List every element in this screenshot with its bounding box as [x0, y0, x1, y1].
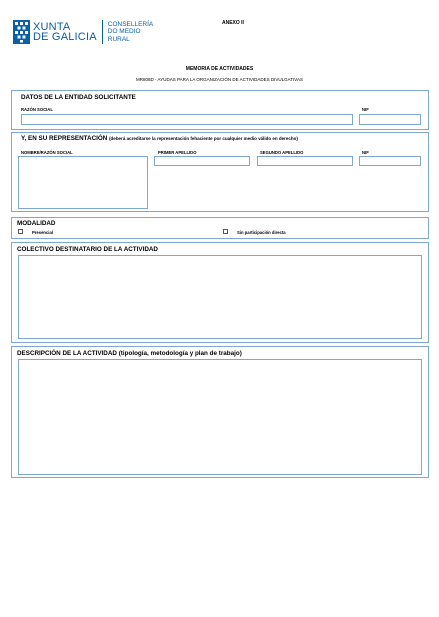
- brand-name: [33, 22, 97, 42]
- nif-label: NIF: [362, 107, 369, 112]
- nombre-label: NOMBRE/RAZÓN SOCIAL: [21, 150, 73, 155]
- dept-line-3: RURAL: [107, 35, 130, 43]
- section-title: [17, 350, 242, 357]
- logo-divider: [102, 20, 103, 44]
- colectivo-title: COLECTIVO DESTINATARIO DE LA ACTIVIDAD: [17, 246, 158, 253]
- brand-line-1: XUNTA: [33, 21, 71, 33]
- document-title: MEMORIA DE ACTIVIDADES: [185, 66, 254, 72]
- brand-line-2: DE GALICIA: [33, 31, 97, 43]
- nif-representante-input[interactable]: [359, 156, 421, 166]
- presencial-label: Presencial: [32, 230, 53, 235]
- segundo-apellido-label: SEGUNDO APELLIDO: [260, 150, 304, 155]
- descripcion-title: DESCRIPCIÓN DE LA ACTIVIDAD: [17, 350, 117, 357]
- xunta-logo: [13, 20, 153, 44]
- section-modalidad: [11, 217, 429, 239]
- section-colectivo: [11, 242, 429, 343]
- presencial-checkbox[interactable]: [18, 229, 23, 234]
- sin-participacion-label: Sin participación directa: [237, 230, 286, 235]
- primer-apellido-input[interactable]: [154, 156, 250, 166]
- section-representacion: [11, 132, 429, 212]
- xunta-crest-icon: [13, 20, 30, 44]
- modalidad-title: MODALIDAD: [17, 220, 56, 227]
- primer-apellido-label: PRIMER APELLIDO: [158, 150, 197, 155]
- nombre-input[interactable]: [18, 156, 148, 209]
- descripcion-note: (tipología, metodología y plan de trabajo): [118, 350, 242, 357]
- razon-social-input[interactable]: [21, 114, 353, 125]
- section-descripcion: [11, 346, 429, 478]
- descripcion-textarea[interactable]: [18, 359, 422, 475]
- representacion-title: Y, EN SU REPRESENTACIÓN: [21, 135, 108, 142]
- section-title: [21, 135, 298, 142]
- representacion-note: (deberá acreditarse la representación fehaciente por cualquier medio válido en derecho): [109, 136, 298, 141]
- section-entidad-solicitante: [11, 90, 429, 130]
- dept-line-1: CONSELLERÍA: [107, 20, 154, 28]
- segundo-apellido-input[interactable]: [257, 156, 353, 166]
- document-header: [13, 20, 433, 46]
- annex-label: ANEXO II: [222, 20, 244, 26]
- nif-input[interactable]: [359, 114, 421, 125]
- dept-line-2: DO MEDIO: [107, 28, 141, 36]
- sin-participacion-checkbox[interactable]: [223, 229, 228, 234]
- section-title: DATOS DE LA ENTIDAD SOLICITANTE: [21, 94, 136, 101]
- colectivo-textarea[interactable]: [18, 255, 422, 339]
- razon-social-label: RAZÓN SOCIAL: [21, 107, 53, 112]
- nif-label: NIF: [362, 150, 369, 155]
- department-name: [108, 21, 154, 44]
- document-subtitle: MR808D - AYUDAS PARA LA ORGANIZACIÓN DE ACTIVIDADES DIVULGATIVAS: [136, 77, 303, 82]
